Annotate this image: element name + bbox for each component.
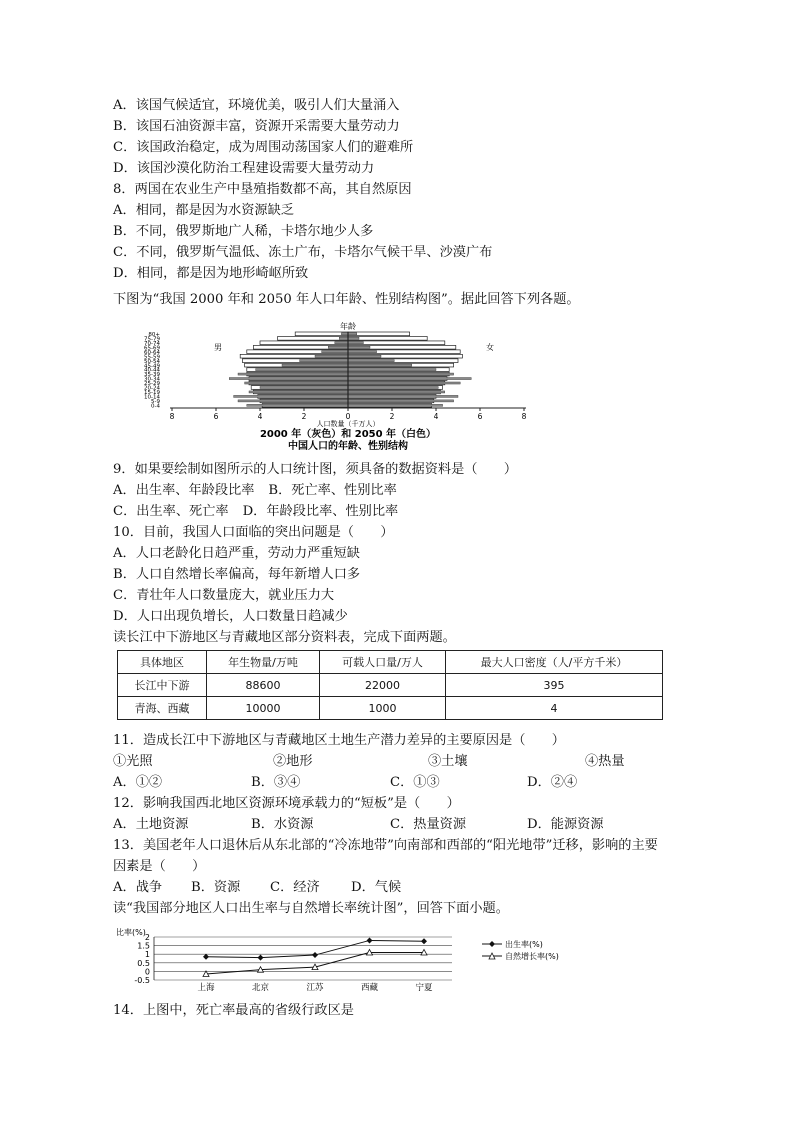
- bar-2050-male: [278, 336, 348, 340]
- pyramid-male-label: 男: [214, 343, 222, 352]
- bar-2000-female: [348, 404, 443, 406]
- y-tick-label: 0.5: [137, 958, 150, 968]
- birth-rate-point: [258, 955, 264, 961]
- x-tick-label: 6: [477, 412, 483, 421]
- q11-option-b: B．③④: [251, 775, 301, 790]
- bar-2000-male: [328, 346, 348, 348]
- bar-2000-male: [238, 373, 348, 375]
- age-group-label: 45-49: [144, 363, 160, 370]
- table-header: 最大人口密度（人/平方千米）: [446, 651, 663, 674]
- table-row: [118, 674, 663, 697]
- y-tick-label: 0: [144, 967, 150, 977]
- bar-2050-female: [348, 332, 410, 336]
- age-group-label: 30-34: [144, 376, 160, 383]
- pyramid-caption-1: 2000 年（灰色）和 2050 年（白色）: [259, 429, 437, 440]
- bar-2000-male: [315, 355, 348, 357]
- bar-2000-female: [348, 386, 438, 388]
- table-cell: 长江中下游: [118, 674, 207, 697]
- bar-2000-male: [247, 404, 348, 406]
- pyramid-age-label: 年龄: [340, 322, 356, 331]
- q12-option-c: C．热量资源: [390, 817, 467, 832]
- bar-2000-female: [348, 391, 445, 393]
- y-tick-label: 2: [144, 933, 150, 942]
- birth-rate-point: [421, 938, 427, 944]
- x-category-label: 上海: [197, 983, 215, 992]
- x-tick-label: 8: [521, 412, 527, 421]
- bar-2000-female: [348, 342, 363, 344]
- table-intro: 读长江中下游地区与青藏地区部分资料表，完成下面两题。: [113, 630, 456, 645]
- bar-2000-male: [229, 378, 348, 380]
- table-cell: 88600: [207, 674, 320, 697]
- x-tick-label: 2: [301, 412, 307, 421]
- q10-option-a: A．人口老龄化日趋严重，劳动力严重短缺: [113, 546, 360, 561]
- pyramid-female-label: 女: [486, 343, 494, 352]
- bar-2000-male: [322, 351, 348, 353]
- region-data-table: [117, 650, 663, 720]
- q9-option-a: A．出生率、年龄段比率: [113, 483, 255, 498]
- bar-2000-female: [348, 364, 412, 366]
- bar-2000-male: [300, 360, 348, 362]
- q9-option-c: C．出生率、死亡率: [113, 504, 229, 519]
- age-group-label: 80+: [148, 331, 160, 338]
- bar-2000-male: [245, 382, 348, 384]
- bar-2000-male: [238, 400, 348, 402]
- bar-2000-female: [348, 369, 436, 371]
- q9-option-b: B．死亡率、性别比率: [268, 483, 397, 498]
- q13-option-a: A．战争: [113, 880, 163, 895]
- bar-2050-male: [295, 332, 348, 336]
- q11-factor-2: ②地形: [273, 754, 313, 769]
- q13-stem-line1: 13．美国老年人口退休后从东北部的“冷冻地带”向南部和西部的“阳光地带”迁移，影响的主要: [113, 838, 658, 853]
- q11-stem: 11．造成长江中下游地区与青藏地区土地生产潜力差异的主要原因是（ ）: [113, 733, 565, 748]
- q7-option-c: C．该国政治稳定，成为周围动荡国家人们的避难所: [113, 140, 414, 155]
- legend-label-birth: 出生率(%): [505, 940, 543, 949]
- q10-option-c: C．青壮年人口数量庞大，就业压力大: [113, 588, 335, 603]
- x-tick-label: 6: [213, 412, 219, 421]
- birth-growth-rate-chart: [112, 924, 632, 992]
- age-group-label: 15-19: [144, 390, 160, 397]
- age-group-label: 60-64: [144, 349, 160, 356]
- legend-label-growth: 自然增长率(%): [505, 952, 559, 961]
- q9-stem: 9．如果要绘制如图所示的人口统计图，须具备的数据资料是（ ）: [113, 462, 518, 477]
- q12-stem: 12．影响我国西北地区资源环境承载力的“短板”是（ ）: [113, 796, 460, 811]
- q7-option-d: D．该国沙漠化防治工程建设需要大量劳动力: [113, 161, 375, 176]
- table-header: 具体地区: [118, 651, 207, 674]
- q11-option-d: D．②④: [527, 775, 578, 790]
- x-tick-label: 2: [389, 412, 395, 421]
- q11-option-a: A．①②: [113, 775, 163, 790]
- q10-stem: 10．目前，我国人口面临的突出问题是（ ）: [113, 525, 394, 540]
- q13-option-b: B．资源: [191, 880, 241, 895]
- table-cell: 22000: [320, 674, 446, 697]
- q11-factor-3: ③土壤: [428, 754, 468, 769]
- pyramid-bars: [229, 332, 471, 407]
- bar-2000-female: [348, 400, 454, 402]
- bar-2000-male: [256, 369, 348, 371]
- q8-stem: 8．两国在农业生产中垦殖指数都不高，其自然原因: [113, 182, 412, 197]
- table-row: [118, 697, 663, 720]
- chart-y-ticks: [134, 933, 150, 985]
- q8-option-b: B．不同，俄罗斯地广人稀，卡塔尔地少人多: [113, 224, 374, 239]
- x-tick-label: 4: [257, 412, 263, 421]
- table-cell: 10000: [207, 697, 320, 720]
- age-group-label: 25-29: [144, 381, 160, 388]
- q10-option-d: D．人口出现负增长，人口数量日趋减少: [113, 609, 348, 624]
- chart-intro: 读“我国部分地区人口出生率与自然增长率统计图”，回答下面小题。: [113, 901, 509, 916]
- table-cell: 青海、西藏: [118, 697, 207, 720]
- q12-option-b: B．水资源: [251, 817, 314, 832]
- age-group-label: 20-24: [144, 385, 160, 392]
- chart-series: [203, 937, 427, 976]
- population-pyramid-figure: [130, 322, 550, 450]
- age-group-label: 5-9: [151, 399, 160, 406]
- birth-rate-point: [203, 954, 209, 960]
- age-group-label: 70-74: [144, 340, 160, 347]
- birth-rate-point: [367, 937, 373, 943]
- table-header: 年生物量/万吨: [207, 651, 320, 674]
- bar-2000-male: [341, 333, 348, 335]
- birth-rate-point: [312, 952, 318, 958]
- legend-marker-birth: [489, 941, 495, 947]
- bar-2050-female: [348, 336, 427, 340]
- bar-2000-female: [348, 346, 370, 348]
- x-tick-label: 4: [433, 412, 439, 421]
- chart-legend: [482, 939, 559, 961]
- bar-2000-female: [348, 378, 471, 380]
- age-group-label: 0-4: [151, 403, 160, 410]
- age-group-label: 55-59: [144, 354, 160, 361]
- q12-option-d: D．能源资源: [527, 817, 604, 832]
- x-category-label: 江苏: [306, 983, 324, 992]
- pyramid-x-label: 人口数量（千万人）: [316, 420, 380, 428]
- bar-2000-male: [234, 395, 348, 397]
- table-header: 可载人口量/万人: [320, 651, 446, 674]
- x-tick-label: 0: [345, 412, 351, 421]
- y-tick-label: 1: [144, 950, 150, 960]
- chart-y-label: 比率(%): [116, 928, 146, 937]
- y-tick-label: -0.5: [134, 976, 150, 985]
- q9-options-row1: [113, 482, 397, 500]
- pyramid-intro: 下图为“我国 2000 年和 2050 年人口年龄、性别结构图”。据此回答下列各题。: [113, 292, 580, 307]
- bar-2000-female: [348, 351, 377, 353]
- bar-2000-female: [348, 395, 458, 397]
- x-category-label: 北京: [251, 983, 270, 992]
- q11-factor-1: ①光照: [113, 754, 153, 769]
- age-group-label: 50-54: [144, 358, 160, 365]
- bar-2000-female: [348, 337, 359, 339]
- q9-option-d: D．年龄段比率、性别比率: [242, 504, 399, 519]
- table-header-row: [118, 651, 663, 674]
- age-group-label: 65-69: [144, 345, 160, 352]
- q14-stem: 14．上图中，死亡率最高的省级行政区是: [113, 1003, 354, 1018]
- bar-2000-female: [348, 382, 460, 384]
- age-group-label: 10-14: [144, 394, 160, 401]
- table-cell: 1000: [320, 697, 446, 720]
- pyramid-age-groups: [144, 332, 160, 410]
- bar-2000-male: [339, 337, 348, 339]
- age-group-label: 40-44: [144, 367, 160, 374]
- chart-gridlines: [154, 937, 452, 980]
- q9-options-row2: [113, 503, 398, 521]
- bar-2000-male: [260, 386, 348, 388]
- table-cell: 395: [446, 674, 663, 697]
- q10-option-b: B．人口自然增长率偏高，每年新增人口多: [113, 567, 361, 582]
- q13-option-d: D．气候: [351, 880, 402, 895]
- bar-2000-male: [335, 342, 348, 344]
- age-group-label: 75-79: [144, 336, 160, 343]
- q11-factor-4: ④热量: [585, 754, 625, 769]
- q7-option-b: B．该国石油资源丰富，资源开采需要大量劳动力: [113, 119, 400, 134]
- q11-option-c: C．①③: [390, 775, 440, 790]
- pyramid-caption-2: 中国人口的年龄、性别结构: [288, 441, 408, 450]
- bar-2000-female: [348, 373, 454, 375]
- bar-2000-male: [282, 364, 348, 366]
- x-tick-label: 8: [169, 412, 175, 421]
- q8-option-c: C．不同，俄罗斯气温低、冻土广布，卡塔尔气候干旱、沙漠广布: [113, 245, 493, 260]
- q13-stem-line2: 因素是（ ）: [113, 859, 206, 874]
- bar-2000-female: [348, 333, 357, 335]
- x-category-label: 宁夏: [415, 983, 433, 992]
- q12-option-a: A．土地资源: [113, 817, 189, 832]
- q8-option-d: D．相同，都是因为地形崎岖所致: [113, 266, 309, 281]
- y-tick-label: 1.5: [137, 941, 150, 951]
- q7-option-a: A．该国气候适宜，环境优美，吸引人们大量涌入: [113, 98, 400, 113]
- q13-option-c: C．经济: [270, 880, 320, 895]
- q8-option-a: A．相同，都是因为水资源缺乏: [113, 203, 294, 218]
- bar-2000-male: [249, 391, 348, 393]
- bar-2000-female: [348, 355, 381, 357]
- chart-x-ticks: [197, 982, 433, 992]
- x-category-label: 西藏: [360, 983, 379, 992]
- table-cell: 4: [446, 697, 663, 720]
- bar-2000-female: [348, 360, 394, 362]
- age-group-label: 35-39: [144, 372, 160, 379]
